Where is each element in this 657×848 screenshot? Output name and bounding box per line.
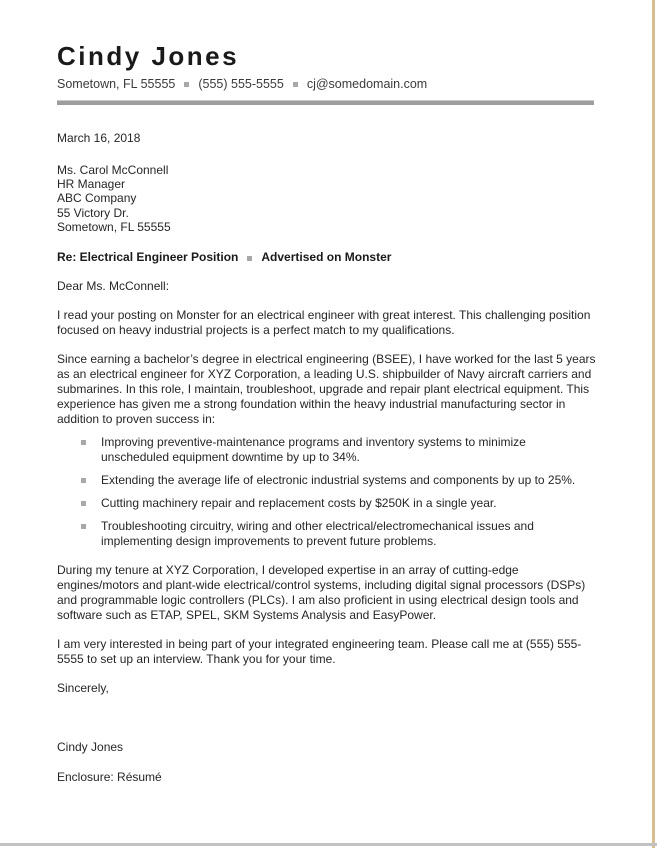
sender-phone: (555) 555-5555	[198, 77, 284, 91]
recipient-company: ABC Company	[57, 191, 137, 206]
signature-name: Cindy Jones	[57, 740, 124, 755]
subject-line	[57, 250, 602, 265]
list-item	[57, 519, 602, 549]
page-edge-bottom	[0, 843, 657, 846]
square-bullet-icon	[81, 478, 86, 483]
enclosure-line: Enclosure: Résumé	[57, 770, 162, 785]
recipient-block	[57, 163, 602, 234]
list-item-text: Improving preventive-maintenance programs and inventory systems to minimize unscheduled equipment downtime by up to 34%.	[101, 435, 526, 465]
contact-line	[57, 77, 602, 91]
sender-location: Sometown, FL 55555	[57, 77, 176, 91]
paragraph-closing-2: I am very interested in being part of your integrated engineering team. Please call me at (555) 555-5555 to set up an interview. Thank you for your time.	[57, 637, 582, 667]
list-item-text: Troubleshooting circuitry, wiring and other electrical/electromechanical issues and implementing design improvements to prevent future problems.	[101, 519, 534, 549]
header-divider	[57, 100, 594, 105]
square-bullet-icon	[81, 440, 86, 445]
subject-source: Advertised on Monster	[261, 250, 392, 265]
letter-body	[57, 131, 602, 785]
sender-email: cj@somedomain.com	[306, 77, 428, 91]
list-item	[57, 435, 602, 465]
recipient-name: Ms. Carol McConnell	[57, 163, 169, 177]
recipient-city: Sometown, FL 55555	[57, 219, 171, 234]
recipient-title: HR Manager	[57, 177, 126, 192]
salutation: Dear Ms. McConnell:	[57, 279, 170, 294]
sender-name: Cindy Jones	[57, 41, 240, 71]
recipient-street: 55 Victory Dr.	[57, 205, 129, 220]
square-separator-icon	[184, 82, 189, 87]
subject-position: Re: Electrical Engineer Position	[57, 250, 239, 265]
square-bullet-icon	[81, 501, 86, 506]
achievement-list	[57, 435, 602, 549]
paragraph-intro-2: Since earning a bachelor’s degree in electrical engineering (BSEE), I have worked for the last 5 years as an electrical engineer for XYZ Corporation, a leading U.S. shipbuilder of Navy aircraft carriers and submarines. In this role, I maintain, troubleshoot, upgrade and repair plant electrical equipment. This experience has given me a strong foundation within the heavy industrial manufacturing sector in addition to proven success in:	[57, 352, 596, 427]
paragraph-closing-1: During my tenure at XYZ Corporation, I developed expertise in an array of cutting-edge engines/motors and plant-wide electrical/control systems, including digital signal processors (DSPs) and programmable logic controllers (PLCs). I am also proficient in using electrical design tools and software such as ETAP, SPEL, SKM Systems Analysis and EasyPower.	[57, 563, 586, 623]
list-item	[57, 496, 602, 511]
paragraph-intro-1: I read your posting on Monster for an electrical engineer with great interest. This challenging position focused on heavy industrial projects is a perfect match to my qualifications.	[57, 308, 591, 338]
square-bullet-icon	[81, 524, 86, 529]
list-item-text: Extending the average life of electronic industrial systems and components by up to 25%.	[101, 473, 576, 488]
square-separator-icon	[293, 82, 298, 87]
list-item-text: Cutting machinery repair and replacement costs by $250K in a single year.	[101, 496, 497, 511]
square-separator-icon	[247, 256, 252, 261]
valediction: Sincerely,	[57, 681, 109, 696]
letter-date: March 16, 2018	[57, 131, 141, 145]
list-item	[57, 473, 602, 488]
page-edge-right	[652, 0, 655, 848]
letterhead	[57, 0, 602, 105]
